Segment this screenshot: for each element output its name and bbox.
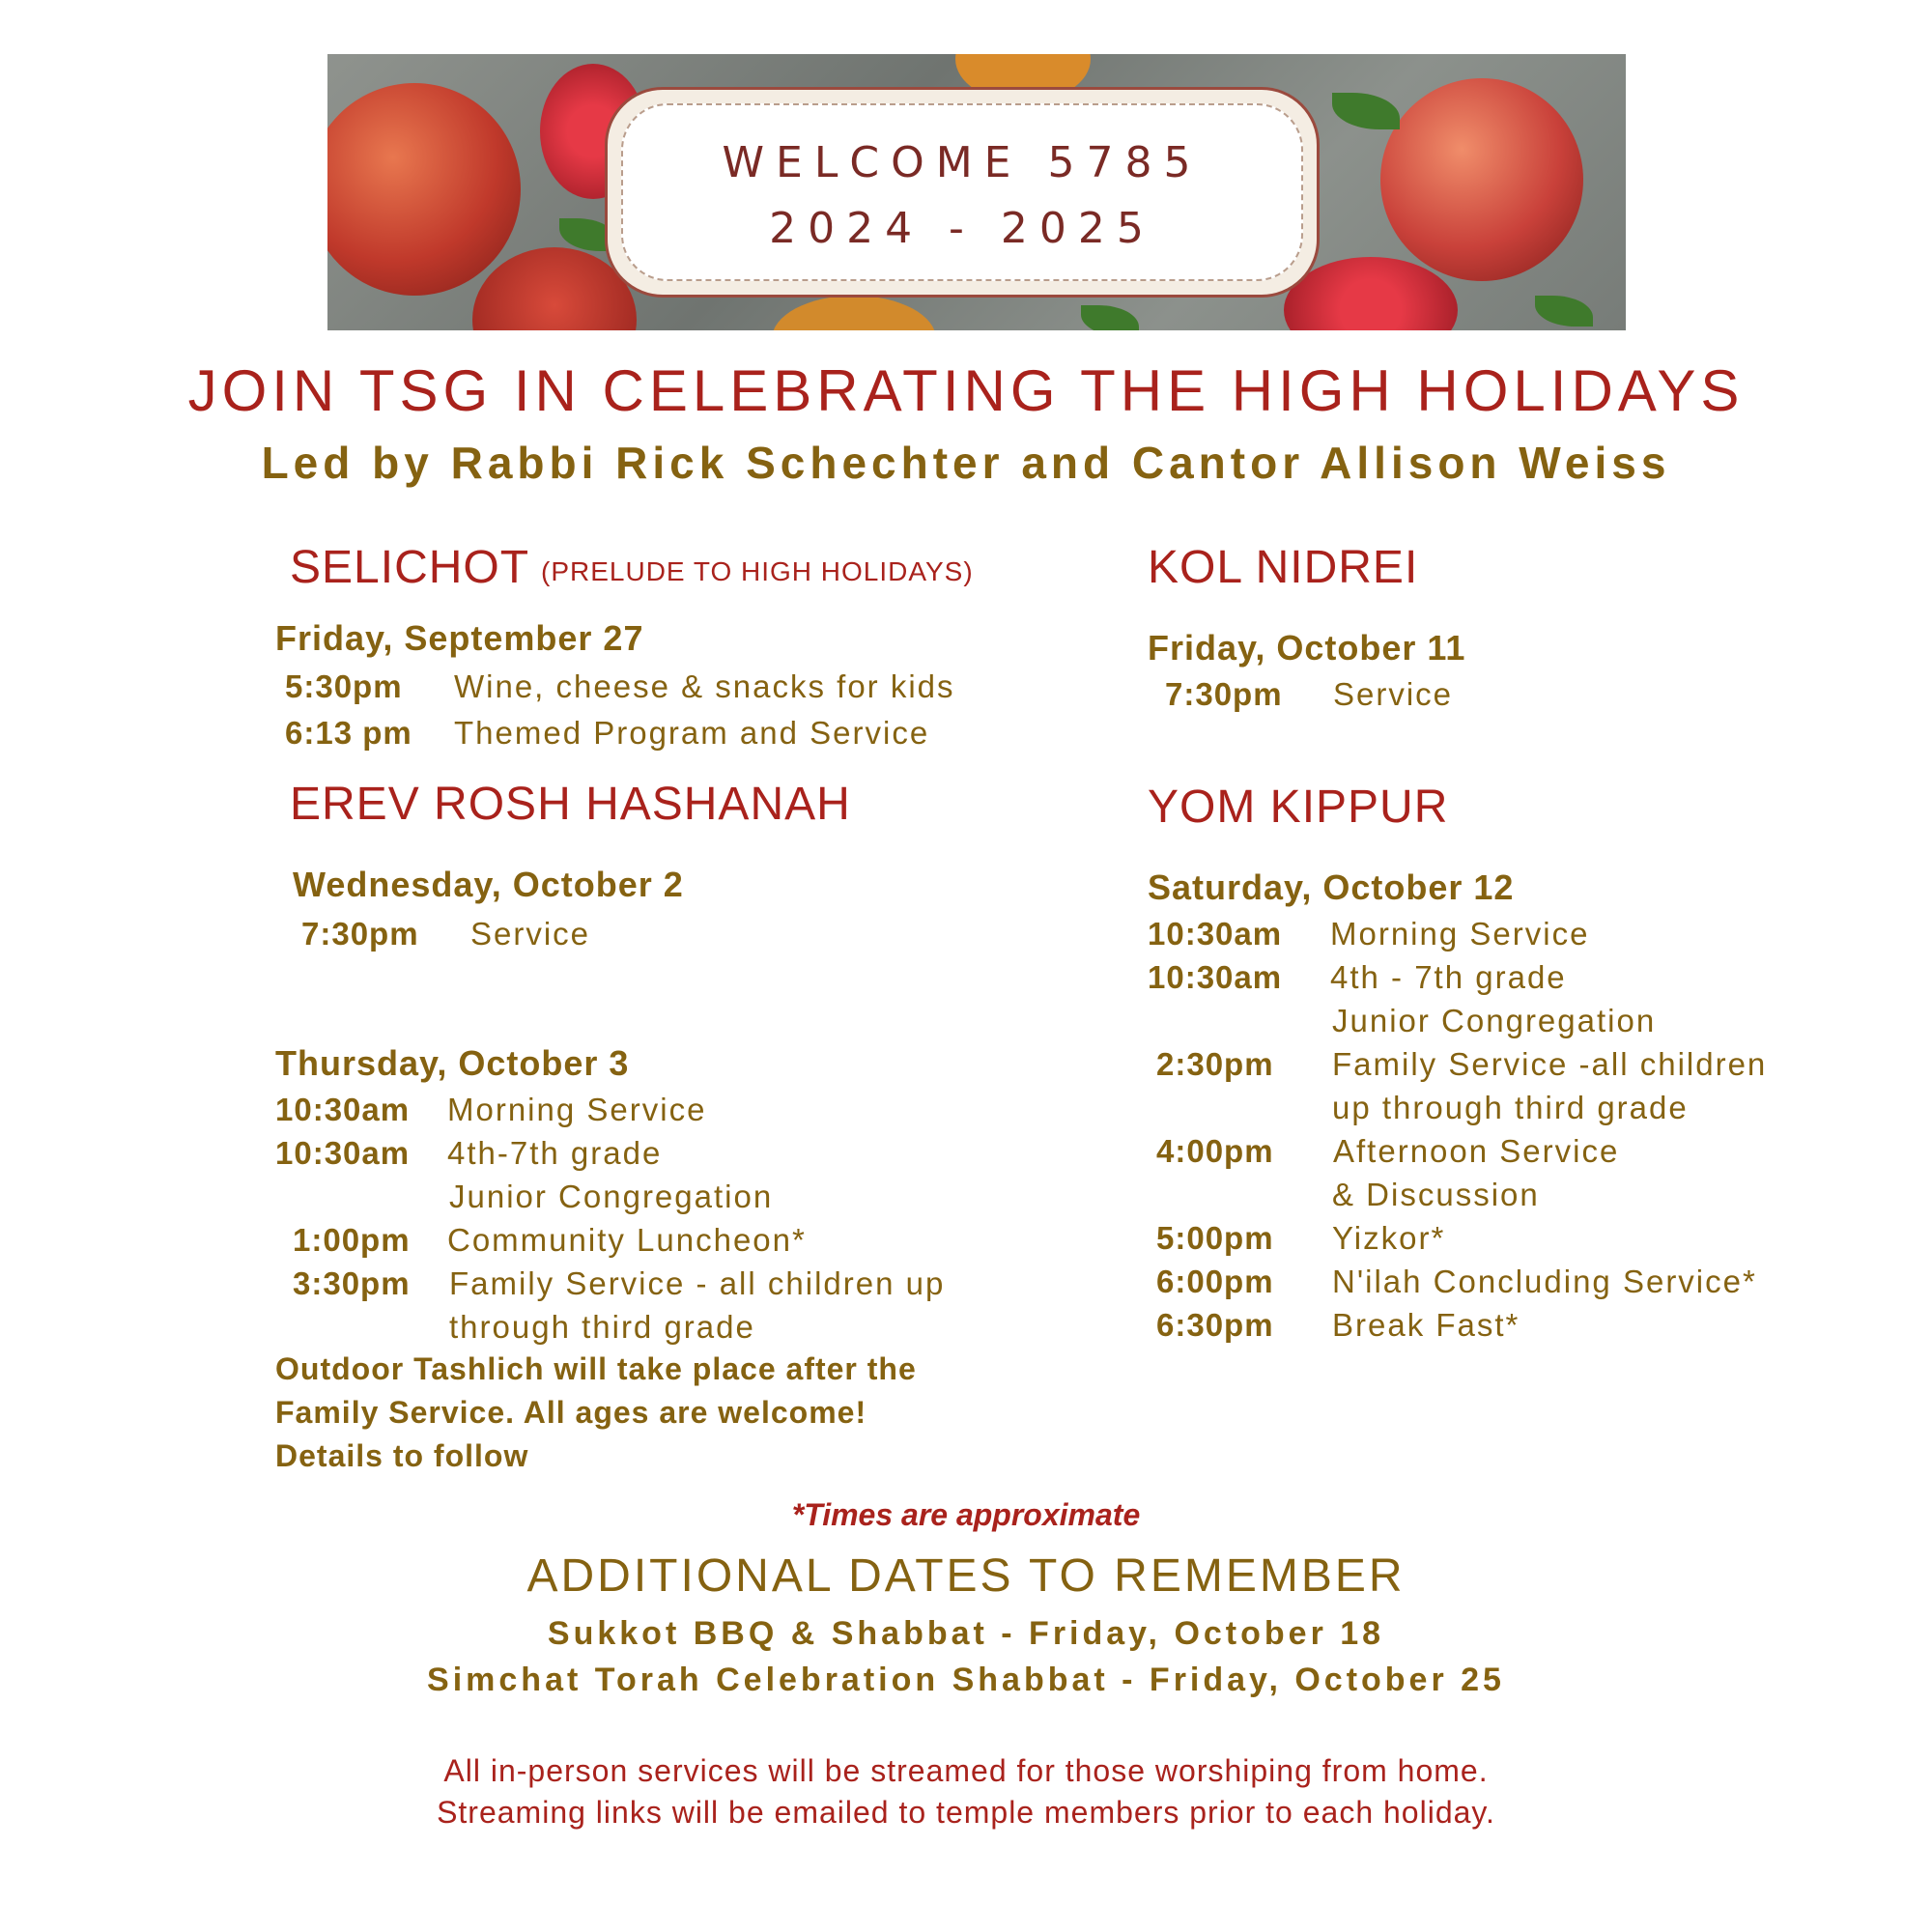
thursday-time-4: 3:30pm xyxy=(293,1265,411,1301)
additional-date-2: Simchat Torah Celebration Shabbat - Friday, October 25 xyxy=(427,1662,1505,1698)
page-title: JOIN TSG IN CELEBRATING THE HIGH HOLIDAYS xyxy=(187,358,1745,423)
selichot-desc-1: Wine, cheese & snacks for kids xyxy=(454,668,955,704)
tashlich-note-3: Details to follow xyxy=(275,1438,529,1473)
selichot-time-2: 6:13 pm xyxy=(285,715,412,751)
yom-desc-3: Family Service -all children xyxy=(1332,1046,1768,1082)
thursday-time-3: 1:00pm xyxy=(293,1222,411,1258)
times-approximate-note: *Times are approximate xyxy=(791,1497,1141,1532)
page-subtitle: Led by Rabbi Rick Schechter and Cantor Allison Weiss xyxy=(261,438,1671,488)
selichot-title: SELICHOT xyxy=(290,542,530,593)
banner-years: 2024 - 2025 xyxy=(769,204,1155,253)
kol-desc-1: Service xyxy=(1333,676,1454,712)
tashlich-note-1: Outdoor Tashlich will take place after the xyxy=(275,1351,917,1386)
selichot-desc-2: Themed Program and Service xyxy=(454,715,930,751)
yom-day: Saturday, October 12 xyxy=(1148,867,1515,907)
tashlich-note-2: Family Service. All ages are welcome! xyxy=(275,1395,867,1430)
yom-desc-5: Yizkor* xyxy=(1332,1220,1446,1256)
yom-desc-2b: Junior Congregation xyxy=(1332,1003,1657,1038)
yom-time-3: 2:30pm xyxy=(1156,1046,1274,1082)
pomegranate-left xyxy=(327,83,521,296)
banner-frame xyxy=(605,87,1320,298)
kol-time-1: 7:30pm xyxy=(1165,676,1283,712)
additional-date-1: Sukkot BBQ & Shabbat - Friday, October 18 xyxy=(547,1615,1385,1652)
selichot-subtitle: (PRELUDE TO HIGH HOLIDAYS) xyxy=(541,556,974,586)
thursday-desc-2: 4th-7th grade xyxy=(447,1135,663,1171)
selichot-time-1: 5:30pm xyxy=(285,668,403,704)
erev-desc-1: Service xyxy=(470,916,591,952)
welcome-banner xyxy=(327,54,1626,330)
yom-time-5: 5:00pm xyxy=(1156,1220,1274,1256)
streaming-note-1: All in-person services will be streamed for those worshiping from home. xyxy=(443,1753,1489,1788)
yom-desc-7: Break Fast* xyxy=(1332,1307,1520,1343)
leaf xyxy=(1332,93,1400,129)
erev-title: EREV ROSH HASHANAH xyxy=(290,779,851,830)
pomegranate-right xyxy=(1380,78,1583,281)
yom-time-7: 6:30pm xyxy=(1156,1307,1274,1343)
yom-desc-1: Morning Service xyxy=(1330,916,1590,952)
thursday-time-1: 10:30am xyxy=(275,1092,411,1127)
thursday-desc-4: Family Service - all children up xyxy=(449,1265,946,1301)
yom-desc-2: 4th - 7th grade xyxy=(1330,959,1567,995)
thursday-desc-2b: Junior Congregation xyxy=(449,1179,774,1214)
streaming-note-2: Streaming links will be emailed to temple members prior to each holiday. xyxy=(437,1795,1495,1830)
honey-bowl xyxy=(772,296,936,330)
thursday-desc-1: Morning Service xyxy=(447,1092,707,1127)
banner-frame-inner xyxy=(621,103,1303,281)
selichot-day: Friday, September 27 xyxy=(275,618,644,658)
thursday-desc-3: Community Luncheon* xyxy=(447,1222,807,1258)
additional-dates-title: ADDITIONAL DATES TO REMEMBER xyxy=(526,1550,1406,1602)
erev-day: Wednesday, October 2 xyxy=(293,865,684,904)
kol-title: KOL NIDREI xyxy=(1148,542,1419,593)
leaf xyxy=(1535,296,1593,327)
yom-title: YOM KIPPUR xyxy=(1148,781,1449,833)
banner-welcome: WELCOME 5785 xyxy=(722,138,1203,187)
yom-time-2: 10:30am xyxy=(1148,959,1283,995)
kol-day: Friday, October 11 xyxy=(1148,628,1466,668)
yom-desc-3b: up through third grade xyxy=(1332,1090,1689,1125)
yom-time-6: 6:00pm xyxy=(1156,1264,1274,1299)
thursday-time-2: 10:30am xyxy=(275,1135,411,1171)
yom-time-1: 10:30am xyxy=(1148,916,1283,952)
yom-desc-4b: & Discussion xyxy=(1332,1177,1540,1212)
yom-time-4: 4:00pm xyxy=(1156,1133,1274,1169)
yom-desc-6: N'ilah Concluding Service* xyxy=(1332,1264,1757,1299)
yom-desc-4: Afternoon Service xyxy=(1333,1133,1620,1169)
leaf xyxy=(1081,305,1139,330)
erev-time-1: 7:30pm xyxy=(301,916,419,952)
thursday-desc-4b: through third grade xyxy=(449,1309,755,1345)
thursday-day: Thursday, October 3 xyxy=(275,1043,630,1083)
